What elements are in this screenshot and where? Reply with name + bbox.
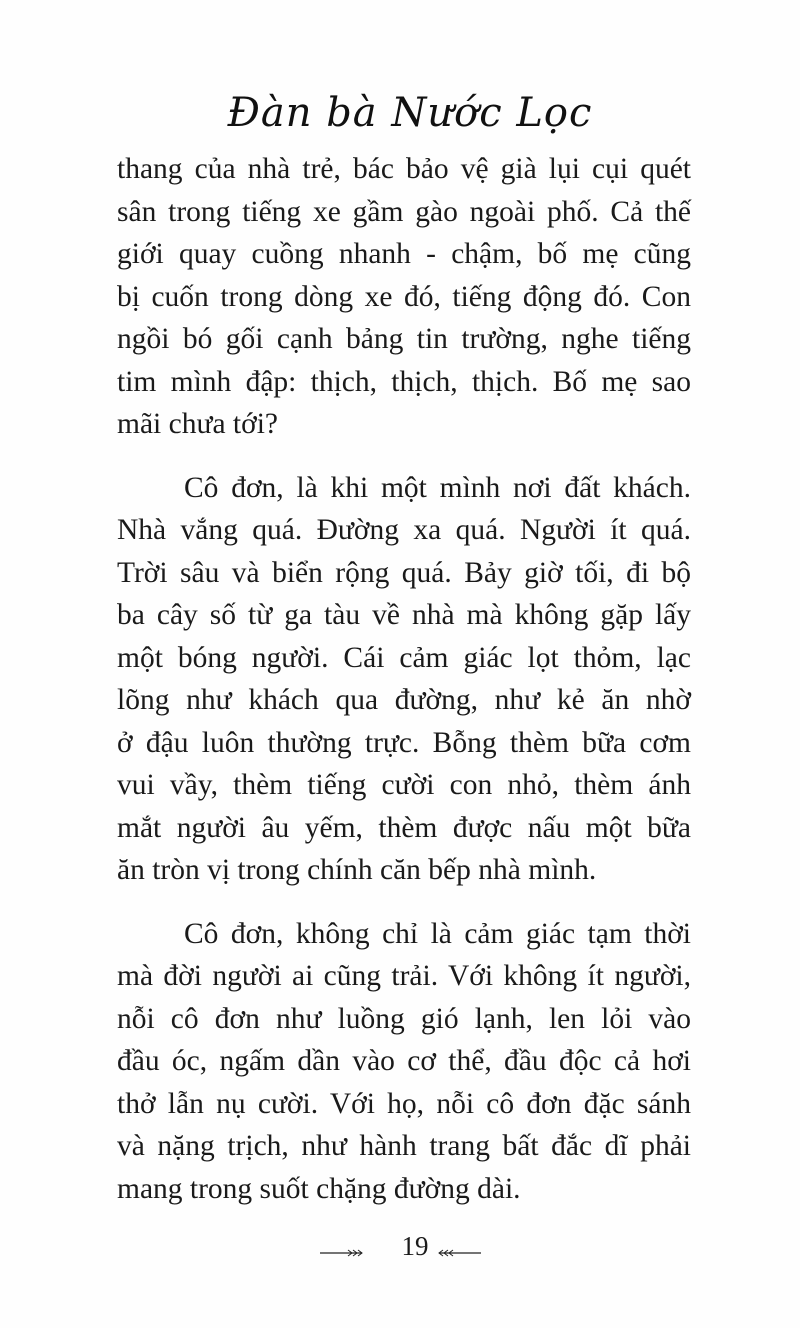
right-ornament-icon — [435, 1248, 483, 1258]
text-line: thang của nhà trẻ, bác bảo vệ già lụi cụi quét — [117, 153, 691, 185]
left-ornament-icon — [318, 1248, 366, 1258]
text-line: bị cuốn trong dòng xe đó, tiếng động đó. Con — [117, 280, 691, 313]
paragraph-1 — [117, 148, 691, 446]
text-line: tim mình đập: thịch, thịch, thịch. Bố mẹ sao — [117, 365, 691, 398]
page-footer — [0, 1231, 800, 1261]
text-line: mang trong suốt chặng đường dài. — [117, 1172, 521, 1205]
text-line: mắt người âu yếm, thèm được nấu một bữa — [117, 811, 691, 844]
page-number: 19 — [401, 1231, 429, 1261]
text-line: vui vầy, thèm tiếng cười con nhỏ, thèm ánh — [117, 769, 691, 801]
text-line: mà đời người ai cũng trải. Với không ít người, — [117, 960, 691, 992]
text-line: giới quay cuồng nhanh - chậm, bố mẹ cũng — [117, 238, 691, 270]
text-line: Cô đơn, không chỉ là cảm giác tạm thời — [184, 917, 691, 950]
text-line: mãi chưa tới? — [117, 408, 278, 440]
text-line: thở lẫn nụ cười. Với họ, nỗi cô đơn đặc sánh — [117, 1087, 691, 1120]
paragraph-2 — [117, 467, 691, 892]
text-line: Cô đơn, là khi một mình nơi đất khách. — [184, 471, 691, 504]
paragraph-3 — [117, 913, 691, 1211]
text-line: ăn tròn vị trong chính căn bếp nhà mình. — [117, 854, 597, 886]
text-line: ba cây số từ ga tàu về nhà mà không gặp lấy — [117, 599, 691, 631]
text-line: Nhà vắng quá. Đường xa quá. Người ít quá. — [117, 514, 691, 546]
text-line: nỗi cô đơn như luồng gió lạnh, len lỏi vào — [117, 1002, 691, 1035]
text-line: lõng như khách qua đường, như kẻ ăn nhờ — [117, 684, 691, 716]
text-line: ngồi bó gối cạnh bảng tin trường, nghe tiếng — [117, 323, 691, 355]
text-line: Trời sâu và biển rộng quá. Bảy giờ tối, đi bộ — [117, 556, 691, 589]
text-line: sân trong tiếng xe gầm gào ngoài phố. Cả thế — [117, 195, 691, 228]
text-line: đầu óc, ngấm dần vào cơ thể, đầu độc cả hơi — [117, 1045, 691, 1077]
text-line: một bóng người. Cái cảm giác lọt thỏm, lạc — [117, 641, 691, 674]
body-text — [117, 148, 691, 1210]
text-line: ở đậu luôn thường trực. Bỗng thèm bữa cơm — [117, 726, 691, 759]
text-line: và nặng trịch, như hành trang bất đắc dĩ phải — [117, 1130, 691, 1162]
running-title: Đàn bà Nước Lọc — [227, 90, 593, 136]
